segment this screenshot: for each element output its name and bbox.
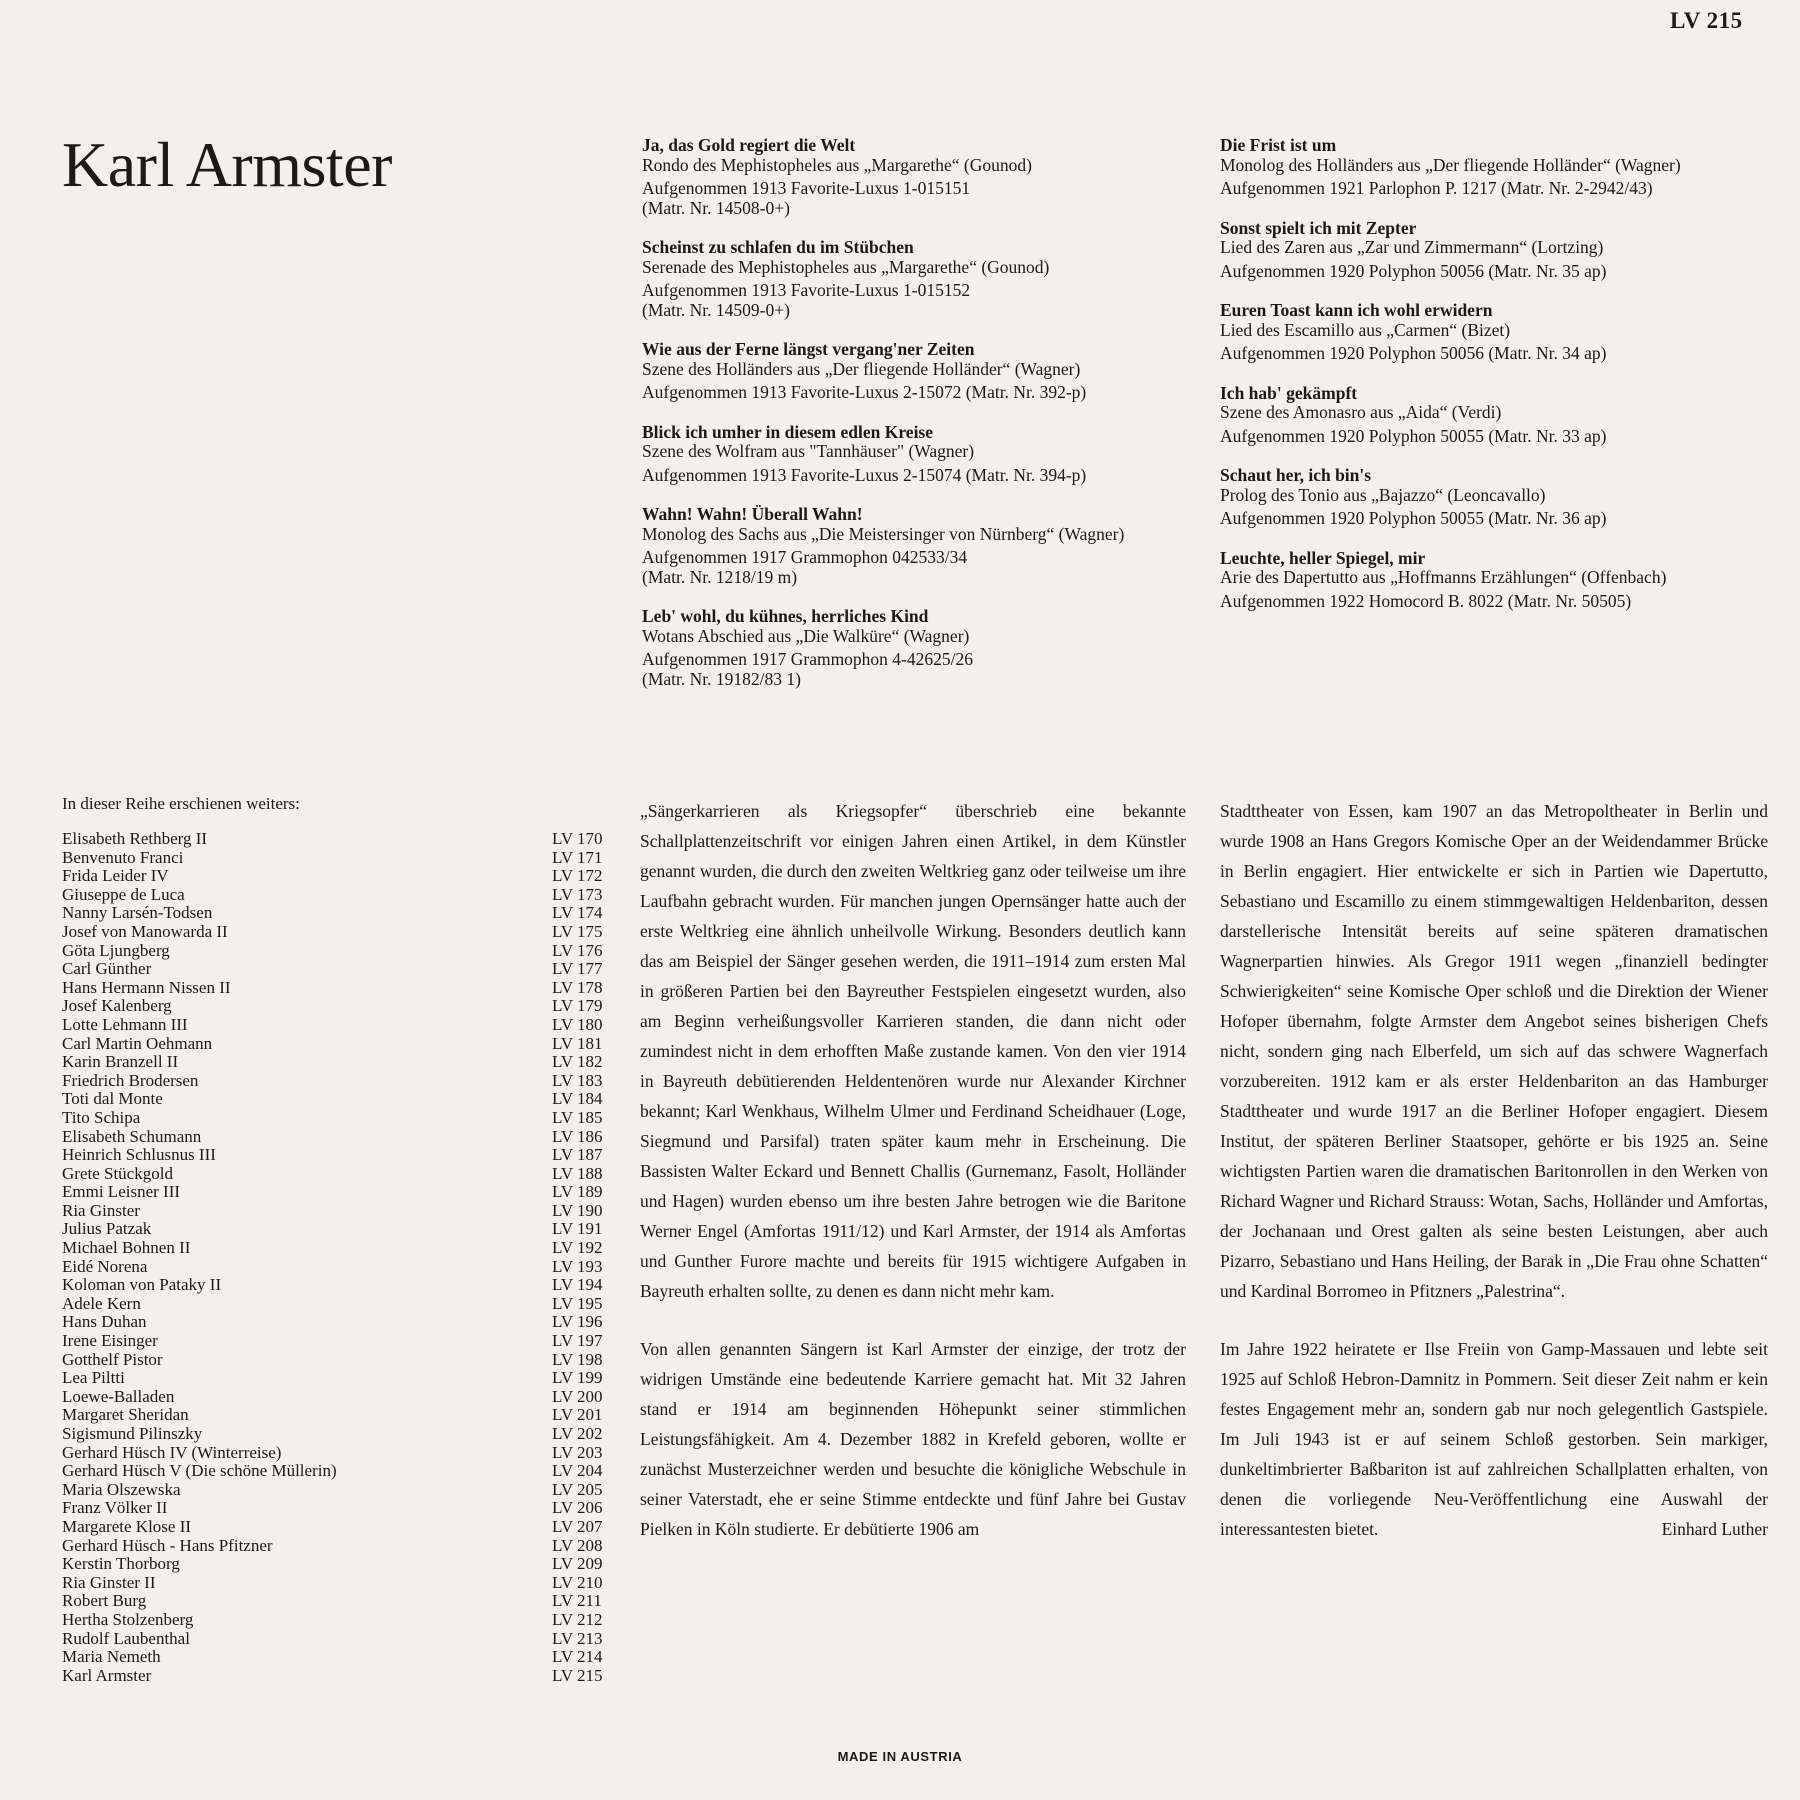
series-item — [62, 1648, 614, 1667]
series-item — [62, 923, 614, 942]
series-code: LV 187 — [552, 1145, 603, 1165]
track-title: Scheinst zu schlafen du im Stübchen — [642, 237, 914, 257]
series-item — [62, 1313, 614, 1332]
series-code: LV 204 — [552, 1461, 603, 1481]
track-description: Prolog des Tonio aus „Bajazzo“ (Leoncavallo) — [1220, 484, 1546, 505]
series-code: LV 183 — [552, 1070, 603, 1090]
series-artist: Michael Bohnen II — [62, 1238, 191, 1258]
series-item — [62, 979, 614, 998]
series-item — [62, 1537, 614, 1556]
track-entry — [1220, 466, 1780, 529]
series-item — [62, 1332, 614, 1351]
series-artist: Eidé Norena — [62, 1256, 148, 1276]
series-artist: Tito Schipa — [62, 1107, 141, 1127]
track-recording — [642, 650, 1212, 689]
series-item — [62, 1035, 614, 1054]
series-artist: Hans Hermann Nissen II — [62, 977, 231, 997]
series-code: LV 195 — [552, 1293, 603, 1313]
series-code: LV 192 — [552, 1238, 603, 1258]
track-title: Ja, das Gold regiert die Welt — [642, 135, 856, 155]
matrix-number: (Matr. Nr. 19182/83 1) — [642, 668, 801, 689]
track-entry — [642, 340, 1212, 403]
series-item — [62, 1295, 614, 1314]
recording-info: Aufgenommen 1921 Parlophon P. 1217 (Matr. Nr. 2-2942/43) — [1220, 178, 1653, 198]
series-artist: Karl Armster — [62, 1665, 152, 1685]
series-artist: Rudolf Laubenthal — [62, 1628, 190, 1648]
series-code: LV 211 — [552, 1591, 602, 1611]
series-item — [62, 1128, 614, 1147]
track-description: Rondo des Mephistopheles aus „Margarethe“ (Gounod) — [642, 154, 1032, 175]
matrix-number: (Matr. Nr. 14508-0+) — [642, 197, 790, 218]
series-code: LV 188 — [552, 1163, 603, 1183]
recording-info: Aufgenommen 1920 Polyphon 50056 (Matr. Nr. 34 ap) — [1220, 343, 1607, 363]
matrix-number: (Matr. Nr. 14509-0+) — [642, 299, 790, 320]
series-code: LV 173 — [552, 884, 603, 904]
series-artist: Heinrich Schlusnus III — [62, 1145, 216, 1165]
series-artist: Frida Leider IV — [62, 866, 169, 886]
track-entry — [642, 136, 1212, 218]
track-recording — [642, 281, 1212, 320]
series-artist: Elisabeth Schumann — [62, 1126, 202, 1146]
series-code: LV 214 — [552, 1647, 603, 1667]
series-item — [62, 1239, 614, 1258]
series-artist: Gotthelf Pistor — [62, 1349, 163, 1369]
series-item — [62, 1202, 614, 1221]
track-title: Leuchte, heller Spiegel, mir — [1220, 547, 1426, 568]
tracklist-right — [1220, 136, 1780, 631]
tracklist-left — [642, 136, 1212, 709]
series-code: LV 207 — [552, 1516, 603, 1536]
recording-info: Aufgenommen 1913 Favorite-Luxus 2-15072 (Matr. Nr. 392-p) — [642, 382, 1087, 402]
track-recording — [642, 466, 1212, 486]
series-item — [62, 1016, 614, 1035]
series-code: LV 215 — [552, 1665, 603, 1685]
series-item — [62, 1109, 614, 1128]
recording-info: Aufgenommen 1920 Polyphon 50056 (Matr. Nr. 35 ap) — [1220, 260, 1607, 281]
series-item — [62, 1369, 614, 1388]
track-entry — [1220, 549, 1780, 612]
series-artist: Lea Piltti — [62, 1368, 125, 1388]
series-item — [62, 1351, 614, 1370]
series-artist: Göta Ljungberg — [62, 940, 170, 960]
track-recording — [1220, 427, 1780, 447]
series-code: LV 205 — [552, 1479, 603, 1499]
track-recording — [1220, 179, 1780, 199]
series-item — [62, 1183, 614, 1202]
track-title: Leb' wohl, du kühnes, herrliches Kind — [642, 606, 929, 626]
series-code: LV 171 — [552, 847, 603, 867]
series-artist: Carl Martin Oehmann — [62, 1033, 213, 1053]
track-title: Blick ich umher in diesem edlen Kreise — [642, 421, 934, 442]
series-artist: Margarete Klose II — [62, 1516, 192, 1536]
series-item — [62, 1406, 614, 1425]
track-entry — [642, 607, 1212, 689]
bio-paragraph: „Sängerkarrieren als Kriegsopfer“ überschrieb eine bekannte Schallplattenzeitschrift vor einigen Jahren einen Artikel, in dem Künstler genannt wurden, die durch den zweiten Weltkrieg ganz oder teilweise um ihre Laufbahn gebracht wurden. Für manchen jungen Opernsänger hatte auch der erste Weltkrieg eine ähnlich unheilvolle Wirkung. Besonders deutlich kann das am Beispiel der Sänger gesehen werden, die 1911–1914 zum ersten Mal in größeren Partien bei den Bayreuther Festspielen eingesetzt wurden, also am Beginn verheißungsvoller Karrieren standen, die dann nicht oder zumindest nicht in dem erhofften Maße zustande kamen. Von den vier 1914 in Bayreuth debütierenden Heldentenören wurde nur Alexander Kirchner bekannt; Karl Wenkhaus, Wilhelm Ulmer und Ferdinand Scheidhauer (Loge, Siegmund und Parsifal) traten später kaum mehr in Erscheinung. Die Bassisten Walter Eckard und Bennett Challis (Gurnemanz, Fasolt, Holländer und Hagen) wurden ebenso um ihre besten Jahre betrogen wie die Baritone Werner Engel (Amfortas 1911/12) und Karl Armster, der 1914 als Amfortas und Gunther Furore machte und bereits für 1915 wichtigere Aufgaben in Bayreuth erhalten sollte, zu denen es dann nicht mehr kam. — [640, 801, 1186, 1301]
series-item — [62, 1220, 614, 1239]
track-title: Sonst spielt ich mit Zepter — [1220, 217, 1417, 238]
series-artist: Sigismund Pilinszky — [62, 1424, 203, 1443]
track-description: Lied des Zaren aus „Zar und Zimmermann“ (Lortzing) — [1220, 237, 1604, 257]
series-code: LV 178 — [552, 977, 603, 997]
series-code: LV 174 — [552, 903, 603, 923]
catalog-number: LV 215 — [1670, 8, 1743, 33]
series-code: LV 197 — [552, 1331, 603, 1351]
author-signature: Einhard Luther — [1661, 1519, 1768, 1539]
series-code: LV 196 — [552, 1312, 603, 1332]
series-artist: Benvenuto Franci — [62, 847, 184, 867]
series-code: LV 191 — [552, 1219, 603, 1239]
track-recording — [1220, 509, 1780, 529]
series-item — [62, 1499, 614, 1518]
biography-column-2 — [1220, 796, 1768, 1572]
series-item — [62, 1667, 614, 1686]
series-artist: Robert Burg — [62, 1591, 147, 1611]
series-code: LV 209 — [552, 1554, 603, 1574]
series-item — [62, 830, 614, 849]
series-item — [62, 1146, 614, 1165]
series-item — [62, 867, 614, 886]
series-artist: Josef Kalenberg — [62, 996, 172, 1016]
series-code: LV 170 — [552, 829, 603, 848]
series-code: LV 181 — [552, 1033, 603, 1053]
series-code: LV 175 — [552, 921, 603, 941]
series-artist: Carl Günther — [62, 959, 152, 979]
artist-title: Karl Armster — [62, 129, 392, 200]
series-artist: Gerhard Hüsch IV (Winterreise) — [62, 1442, 282, 1462]
series-code: LV 172 — [552, 866, 603, 886]
series-item — [62, 1388, 614, 1407]
recording-info: Aufgenommen 1920 Polyphon 50055 (Matr. Nr. 36 ap) — [1220, 508, 1607, 528]
series-code: LV 200 — [552, 1386, 603, 1406]
series-code: LV 185 — [552, 1107, 603, 1127]
track-title: Ich hab' gekämpft — [1220, 382, 1358, 403]
series-artist: Adele Kern — [62, 1293, 141, 1313]
series-code: LV 194 — [552, 1275, 603, 1295]
recording-info: Aufgenommen 1913 Favorite-Luxus 2-15074 (Matr. Nr. 394-p) — [642, 464, 1087, 485]
track-description: Szene des Amonasro aus „Aida“ (Verdi) — [1220, 402, 1502, 422]
series-item — [62, 1462, 614, 1481]
series-artist: Gerhard Hüsch V (Die schöne Müllerin) — [62, 1461, 337, 1481]
series-artist: Nanny Larsén-Todsen — [62, 903, 213, 923]
series-item — [62, 1518, 614, 1537]
recording-info: Aufgenommen 1920 Polyphon 50055 (Matr. Nr. 33 ap) — [1220, 425, 1607, 446]
series-code: LV 189 — [552, 1182, 603, 1202]
track-description: Lied des Escamillo aus „Carmen“ (Bizet) — [1220, 319, 1511, 340]
series-artist: Gerhard Hüsch - Hans Pfitzner — [62, 1535, 273, 1555]
series-artist: Julius Patzak — [62, 1219, 152, 1239]
series-artist: Maria Nemeth — [62, 1647, 161, 1667]
series-artist: Maria Olszewska — [62, 1479, 181, 1499]
track-recording — [642, 179, 1212, 218]
track-description: Wotans Abschied aus „Die Walküre“ (Wagner) — [642, 625, 970, 646]
track-description: Monolog des Sachs aus „Die Meistersinger von Nürnberg“ (Wagner) — [642, 523, 1125, 544]
bio-paragraph: Stadttheater von Essen, kam 1907 an das Metropoltheater in Berlin und wurde 1908 an Hans Gregors Komische Oper an der Weidendammer Brücke in Berlin engagiert. Hier entwickelte er sich in Partien wie Dapertutto, Sebastiano und Escamillo zu einem stimmgewaltigen Heldenbariton, dessen darstellerische Intensität bereits auf seine späteren dramatischen Wagnerpartien hinwies. Als Gregor 1911 wegen „finanziell bedingter Schwierigkeiten“ seine Komische Oper schloß und die Direktion der Wiener Hofoper übernahm, folgte Armster dem Angebot seines bisherigen Chefs nicht, sondern ging nach Elberfeld, um sich auf das schwere Wagnerfach vorzubereiten. 1912 kam er als erster Heldenbariton an das Hamburger Stadttheater und wurde 1917 an die Berliner Hofoper engagiert. Diesem Institut, der späteren Berliner Staatsoper, gehörte er bis 1925 an. Seine wichtigsten Partien waren die dramatischen Baritonrollen in den Werken von Richard Wagner und Richard Strauss: Wotan, Sachs, Holländer und Amfortas, der Jochanaan und Orest galten als seine besten Leistungen, aber auch Pizarro, Sebastiano und Hans Heiling, der Barak in „Die Frau ohne Schatten“ und Kardinal Borromeo in Pfitzners „Palestrina“. — [1220, 801, 1768, 1301]
track-recording — [1220, 592, 1780, 612]
bio-paragraph: Von allen genannten Sängern ist Karl Armster der einzige, der trotz der widrigen Umstände eine bedeutende Karriere gemacht hat. Mit 32 Jahren stand er 1914 am beginnenden Höhepunkt seiner stimmlichen Leistungsfähigkeit. Am 4. Dezember 1882 in Krefeld geboren, wollte er zunächst Musterzeichner werden und besuchte die königliche Webschule in seiner Vaterstadt, ehe er seine Stimme entdeckte und fünf Jahre bei Gustav Pielken in Köln studierte. Er debütierte 1906 am — [640, 1339, 1186, 1539]
recording-info: Aufgenommen 1913 Favorite-Luxus 1-015151 — [642, 178, 971, 198]
series-artist: Koloman von Pataky II — [62, 1275, 222, 1295]
track-title: Wie aus der Ferne längst vergang'ner Zeiten — [642, 339, 975, 359]
series-code: LV 208 — [552, 1535, 603, 1555]
series-code: LV 180 — [552, 1014, 603, 1034]
series-code: LV 186 — [552, 1126, 603, 1146]
track-description: Szene des Wolfram aus "Tannhäuser" (Wagner) — [642, 441, 975, 461]
series-artist: Loewe-Balladen — [62, 1386, 175, 1406]
series-item — [62, 1053, 614, 1072]
series-code: LV 213 — [552, 1628, 603, 1648]
series-item — [62, 1592, 614, 1611]
series-artist: Giuseppe de Luca — [62, 884, 185, 904]
series-code: LV 184 — [552, 1089, 603, 1109]
series-artist: Elisabeth Rethberg II — [62, 829, 208, 848]
recording-info: Aufgenommen 1922 Homocord B. 8022 (Matr. Nr. 50505) — [1220, 590, 1632, 611]
series-code: LV 210 — [552, 1572, 603, 1592]
series-code: LV 199 — [552, 1368, 603, 1388]
track-entry — [1220, 384, 1780, 447]
series-artist: Kerstin Thorborg — [62, 1554, 180, 1574]
series-item — [62, 1611, 614, 1630]
recording-info: Aufgenommen 1913 Favorite-Luxus 1-015152 — [642, 280, 971, 300]
series-item — [62, 886, 614, 905]
track-entry — [642, 238, 1212, 320]
series-artist: Karin Branzell II — [62, 1052, 179, 1072]
track-title: Wahn! Wahn! Überall Wahn! — [642, 504, 863, 524]
series-code: LV 202 — [552, 1424, 603, 1443]
series-item — [62, 1276, 614, 1295]
series-code: LV 176 — [552, 940, 603, 960]
track-entry — [642, 505, 1212, 587]
series-artist: Irene Eisinger — [62, 1331, 158, 1351]
series-item — [62, 942, 614, 961]
track-recording — [1220, 262, 1780, 282]
track-description: Monolog des Holländers aus „Der fliegende Holländer“ (Wagner) — [1220, 154, 1681, 175]
recording-info: Aufgenommen 1917 Grammophon 4-42625/26 — [642, 649, 973, 669]
track-description: Arie des Dapertutto aus „Hoffmanns Erzählungen“ (Offenbach) — [1220, 567, 1667, 587]
track-title: Die Frist ist um — [1220, 135, 1337, 155]
track-recording — [1220, 344, 1780, 364]
series-item — [62, 1258, 614, 1277]
series-item — [62, 1481, 614, 1500]
track-title: Schaut her, ich bin's — [1220, 465, 1372, 485]
series-code: LV 212 — [552, 1609, 603, 1629]
series-code: LV 198 — [552, 1349, 603, 1369]
track-recording — [642, 548, 1212, 587]
series-item — [62, 1574, 614, 1593]
track-entry — [1220, 219, 1780, 282]
series-item — [62, 1444, 614, 1463]
series-item — [62, 849, 614, 868]
bio-paragraph — [1220, 1334, 1768, 1544]
series-code: LV 177 — [552, 959, 603, 979]
biography-column-1 — [640, 796, 1186, 1572]
series-item — [62, 997, 614, 1016]
series-artist: Toti dal Monte — [62, 1089, 163, 1109]
series-rows — [62, 830, 614, 1685]
series-item — [62, 1072, 614, 1091]
series-artist: Franz Völker II — [62, 1498, 168, 1518]
track-entry — [1220, 301, 1780, 364]
series-artist: Friedrich Brodersen — [62, 1070, 199, 1090]
series-code: LV 193 — [552, 1256, 603, 1276]
series-artist: Ria Ginster II — [62, 1572, 156, 1592]
series-artist: Ria Ginster — [62, 1200, 140, 1220]
series-artist: Josef von Manowarda II — [62, 921, 228, 941]
matrix-number: (Matr. Nr. 1218/19 m) — [642, 566, 798, 587]
series-code: LV 182 — [552, 1052, 603, 1072]
series-code: LV 203 — [552, 1442, 603, 1462]
series-item — [62, 1090, 614, 1109]
series-item — [62, 904, 614, 923]
series-item — [62, 1555, 614, 1574]
series-code: LV 190 — [552, 1200, 603, 1220]
series-artist: Hans Duhan — [62, 1312, 147, 1332]
track-description: Szene des Holländers aus „Der fliegende Holländer“ (Wagner) — [642, 358, 1081, 379]
series-artist: Grete Stückgold — [62, 1163, 173, 1183]
series-list — [62, 794, 614, 1685]
series-artist: Emmi Leisner III — [62, 1182, 181, 1202]
track-title: Euren Toast kann ich wohl erwidern — [1220, 300, 1493, 320]
series-code: LV 201 — [552, 1405, 603, 1425]
series-item — [62, 960, 614, 979]
series-item — [62, 1630, 614, 1649]
recording-info: Aufgenommen 1917 Grammophon 042533/34 — [642, 547, 968, 567]
track-recording — [642, 383, 1212, 403]
series-heading: In dieser Reihe erschienen weiters: — [62, 794, 300, 813]
series-item — [62, 1165, 614, 1184]
made-in-label: MADE IN AUSTRIA — [837, 1749, 963, 1764]
track-entry — [642, 423, 1212, 486]
series-code: LV 179 — [552, 996, 603, 1016]
series-artist: Hertha Stolzenberg — [62, 1609, 194, 1629]
series-item — [62, 1425, 614, 1444]
series-code: LV 206 — [552, 1498, 603, 1518]
bio-text: Im Jahre 1922 heiratete er Ilse Freiin von Gamp-Massauen und lebte seit 1925 auf Schloß Hebron-Damnitz in Pommern. Seit dieser Zeit nahm er kein festes Engagement mehr an, sondern gab nur noch gelegentlich Gastspiele. Im Juli 1943 ist er auf seinem Schloß gestorben. Sein markiger, dunkeltimbrierter Baßbariton ist auf zahlreichen Schallplatten erhalten, von denen die vorliegende Neu-Veröffentlichung eine Auswahl der interessantesten bietet. — [1220, 1339, 1768, 1539]
series-artist: Margaret Sheridan — [62, 1405, 189, 1425]
track-description: Serenade des Mephistopheles aus „Margarethe“ (Gounod) — [642, 256, 1050, 277]
series-artist: Lotte Lehmann III — [62, 1014, 188, 1034]
track-entry — [1220, 136, 1780, 199]
